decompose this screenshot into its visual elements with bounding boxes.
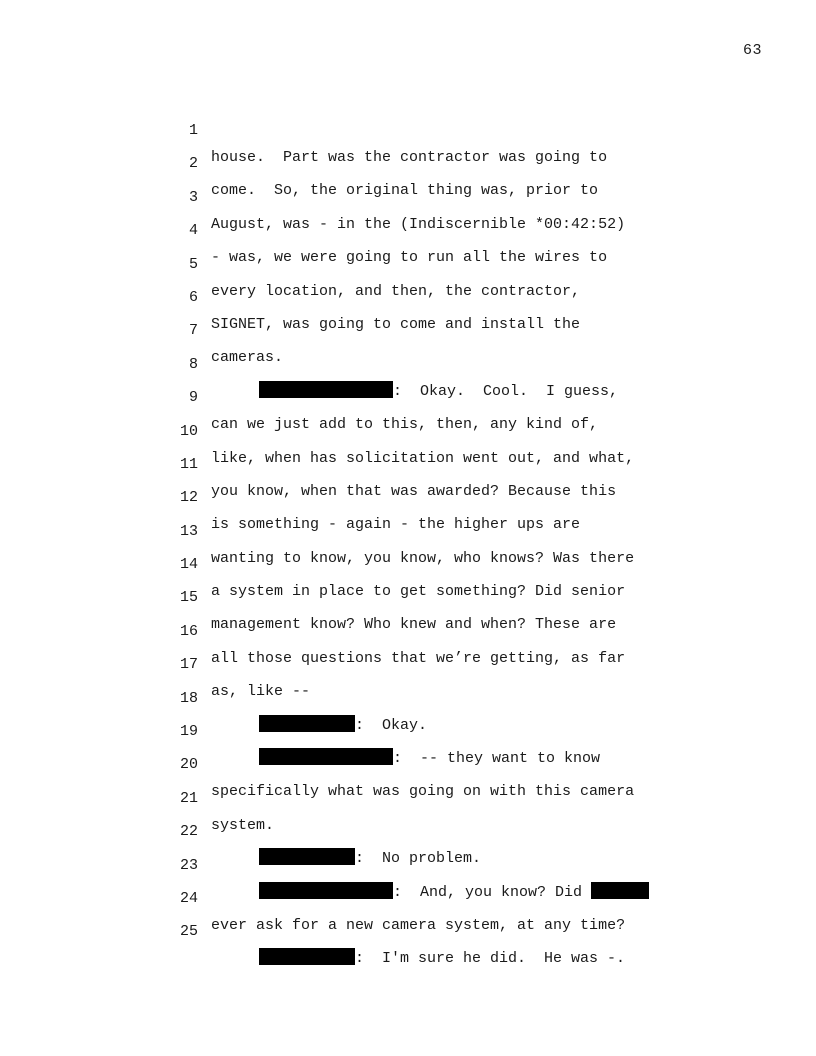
- line-number: 19: [179, 723, 198, 741]
- line-number: 7: [188, 322, 198, 340]
- line-number: 25: [179, 923, 198, 941]
- line-text: system.: [211, 816, 275, 834]
- line-text: a system in place to get something? Did senior: [211, 583, 626, 601]
- line-number: 10: [179, 422, 198, 440]
- line-number: 17: [179, 656, 198, 674]
- speaker-utterance: : I'm sure he did. He was -.: [355, 950, 626, 968]
- line-number: 16: [179, 622, 198, 640]
- line-text: specifically what was going on with this camera: [211, 783, 635, 801]
- line-number: 11: [179, 455, 198, 473]
- speaker-utterance: : And, you know? Did: [393, 883, 592, 901]
- line-number: 22: [179, 823, 198, 841]
- line-number: 9: [188, 389, 198, 407]
- line-text: every location, and then, the contractor,: [211, 282, 581, 300]
- line-number: 6: [188, 288, 198, 306]
- redacted-speaker-name: [259, 948, 355, 965]
- line-number: 12: [179, 489, 198, 507]
- line-text: you know, when that was awarded? Because this: [211, 482, 617, 500]
- line-number: 3: [188, 188, 198, 206]
- line-number: 4: [188, 222, 198, 240]
- line-number: 2: [188, 155, 198, 173]
- page-number: 63: [742, 42, 762, 59]
- line-number: 23: [179, 856, 198, 874]
- line-text: is something - again - the higher ups are: [211, 516, 581, 534]
- line-text: August, was - in the (Indiscernible *00:42:52): [211, 215, 626, 233]
- line-number: 21: [179, 789, 198, 807]
- line-number: 5: [188, 255, 198, 273]
- line-number: 13: [179, 522, 198, 540]
- line-text: SIGNET, was going to come and install the: [211, 315, 581, 333]
- line-text: can we just add to this, then, any kind of,: [211, 416, 599, 434]
- line-text: management know? Who knew and when? These are: [211, 616, 617, 634]
- speaker-utterance: : Okay. Cool. I guess,: [393, 382, 619, 400]
- line-number: 1: [188, 122, 198, 139]
- line-text: as, like --: [211, 683, 311, 701]
- line-text: wanting to know, you know, who knows? Was there: [211, 549, 635, 567]
- line-number: 18: [179, 689, 198, 707]
- line-text: come. So, the original thing was, prior to: [211, 182, 599, 200]
- line-number: 8: [188, 355, 198, 373]
- speaker-utterance: : Okay.: [355, 716, 428, 734]
- line-text: - was, we were going to run all the wires to: [211, 249, 608, 267]
- line-number: 20: [179, 756, 198, 774]
- line-number: 15: [179, 589, 198, 607]
- speaker-utterance: : -- they want to know: [393, 750, 601, 768]
- line-number: 14: [179, 556, 198, 574]
- line-text: ever ask for a new camera system, at any time?: [211, 916, 626, 934]
- line-text: house. Part was the contractor was going to: [211, 149, 608, 166]
- line-number: 24: [179, 889, 198, 907]
- line-text: all those questions that we’re getting, as far: [211, 649, 626, 667]
- line-text: cameras.: [211, 349, 284, 367]
- line-text: like, when has solicitation went out, and what,: [211, 449, 635, 467]
- speaker-utterance: : No problem.: [355, 850, 482, 868]
- transcript-body: [0, 90, 816, 968]
- transcript-line: [0, 90, 816, 166]
